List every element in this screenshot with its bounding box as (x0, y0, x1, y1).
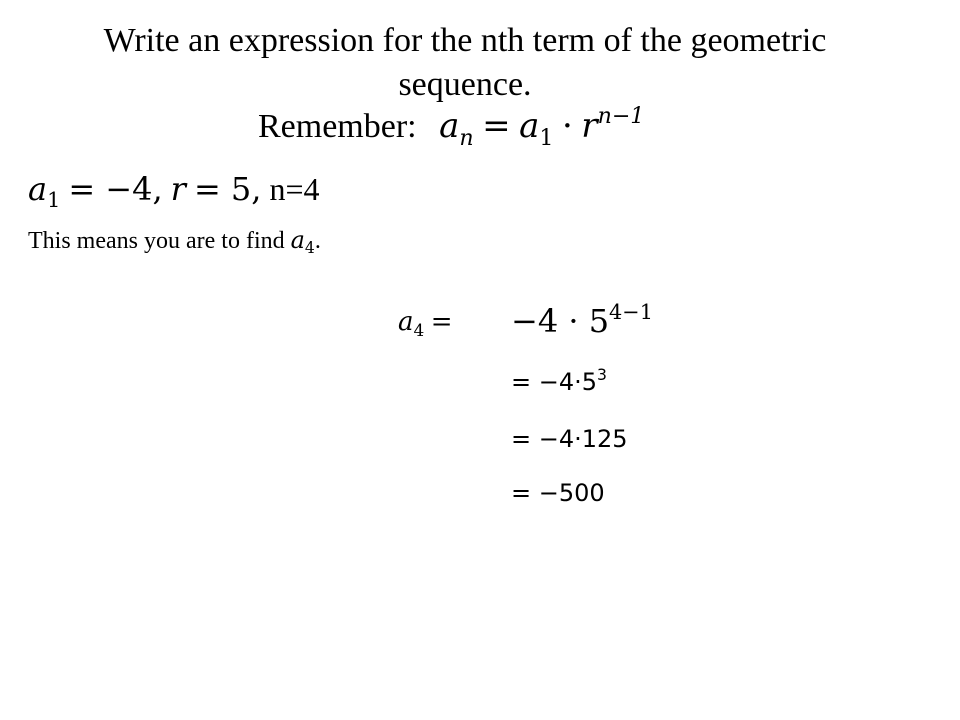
means-text: This means you are to find (28, 228, 291, 254)
solution-lhs (398, 307, 453, 340)
formula-a1-sub: 1 (539, 124, 554, 151)
solution-lhs-equals: = (430, 307, 453, 337)
formula-an-sub: n (459, 124, 474, 151)
formula-equals: = (482, 106, 511, 146)
means-period: . (314, 228, 321, 254)
means-var: a (290, 226, 305, 254)
step-2-base: = −4·5 (511, 368, 598, 396)
formula-dot: · (561, 106, 573, 146)
formula-r-var: r (581, 106, 598, 146)
title-line-2: sequence. (398, 66, 532, 103)
given-n-value: n=4 (269, 171, 320, 207)
solution-lhs-var: a (398, 307, 414, 337)
step-2-exponent: 3 (597, 366, 607, 385)
remember-label: Remember: (258, 108, 417, 145)
formula-a1-var: a (519, 106, 540, 146)
general-term-formula (439, 103, 645, 151)
given-a1-var: a (28, 170, 48, 208)
given-values (28, 170, 320, 213)
step-1-base: −4 · 5 (511, 302, 610, 340)
solution-step-3: = −4·125 (511, 425, 628, 453)
solution-step-1 (511, 302, 653, 340)
remember-formula (258, 103, 645, 151)
title-line-1: Write an expression for the nth term of the geometric (103, 22, 827, 59)
formula-an-var: a (439, 106, 460, 146)
solution-lhs-sub: 4 (413, 319, 425, 340)
solution-step-2 (511, 368, 607, 396)
given-a1-sub: 1 (47, 188, 61, 213)
step-1-exponent: 4−1 (609, 300, 653, 325)
means-sub: 4 (304, 239, 315, 258)
given-r-value: = 5, (193, 170, 262, 208)
given-a1-value: = −4, (68, 170, 163, 208)
solution-step-4: = −500 (511, 479, 605, 507)
means-statement (28, 226, 321, 258)
given-r-var: r (170, 170, 186, 208)
formula-exponent: n−1 (597, 103, 645, 130)
